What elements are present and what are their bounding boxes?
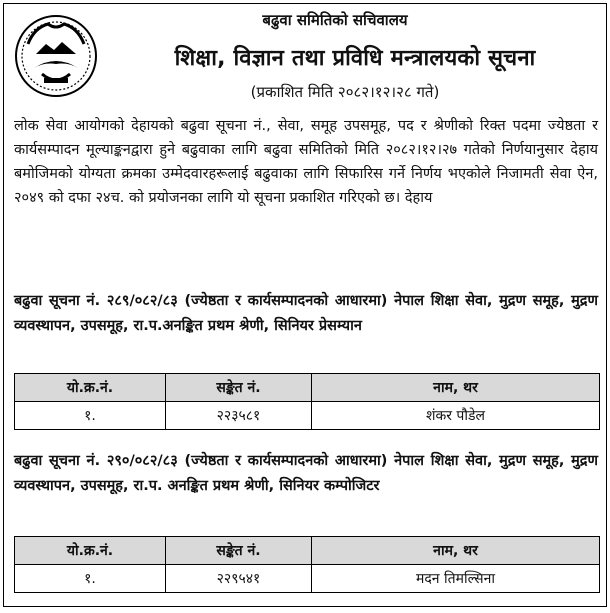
ministry-notice-title: शिक्षा, विज्ञान तथा प्रविधि मन्त्रालयको सूचना <box>174 46 536 71</box>
column-header-serial: यो.क्र.नं. <box>15 374 166 402</box>
table-row <box>15 402 600 430</box>
column-header-name: नाम, थर <box>312 537 600 565</box>
column-header-code: सङ्केत नं. <box>166 537 312 565</box>
table-header-row <box>15 537 600 565</box>
committee-title: बढुवा समितिको सचिवालय <box>262 11 408 29</box>
notice-heading-290: बढुवा सूचना नं. २९०/०८२/८३ (ज्येष्ठता र कार्यसम्पादनको आधारमा) नेपाल शिक्षा सेवा, मुद्रण समूह, मुद्रण व्यवस्थापन, उपसमूह, रा.प. अनङ्कित प्रथम श्रेणी, सिनियर कम्पोजिटर <box>14 453 598 494</box>
serial-cell: १. <box>15 565 166 593</box>
candidate-table-290 <box>14 536 600 593</box>
published-date: (प्रकाशित मिति २०८२।१२।२८ गते) <box>250 83 440 101</box>
name-cell: शंकर पौडेल <box>312 402 600 430</box>
column-header-code: सङ्केत नं. <box>166 374 312 402</box>
table-row <box>15 565 600 593</box>
code-cell: २२९५४१ <box>166 565 312 593</box>
serial-cell: १. <box>15 402 166 430</box>
code-cell: २२३५८१ <box>166 402 312 430</box>
candidate-table-289 <box>14 373 600 430</box>
name-cell: मदन तिमल्सिना <box>312 565 600 593</box>
column-header-serial: यो.क्र.नं. <box>15 537 166 565</box>
table-header-row <box>15 374 600 402</box>
column-header-name: नाम, थर <box>312 374 600 402</box>
intro-paragraph: लोक सेवा आयोगको देहायको बढुवा सूचना नं., सेवा, समूह उपसमूह, पद र श्रेणीको रिक्त पदमा ज्येष्ठता र कार्यसम्पादन मूल्याङ्कनद्वारा हुने बढुवाका लागि बढुवा समितिको मिति २०८२।१२।२७ गतेको निर्णयानुसार देहाय बमोजिमको योग्यता क्रमका उम्मेदवारहरूलाई बढुवाका लागि सिफारिस गर्ने निर्णय भएकोले निजामती सेवा ऐन, २०४९ को दफा २४च. को प्रयोजनका लागि यो सूचना प्रकाशित गरिएको छ। देहाय <box>14 118 598 206</box>
notice-heading-289: बढुवा सूचना नं. २८९/०८२/८३ (ज्येष्ठता र कार्यसम्पादनको आधारमा) नेपाल शिक्षा सेवा, मुद्रण समूह, मुद्रण व्यवस्थापन, उपसमूह, रा.प.अनङ्कित प्रथम श्रेणी, सिनियर प्रेसम्यान <box>14 293 598 334</box>
notice-page <box>3 3 607 607</box>
notice-header <box>4 4 606 112</box>
